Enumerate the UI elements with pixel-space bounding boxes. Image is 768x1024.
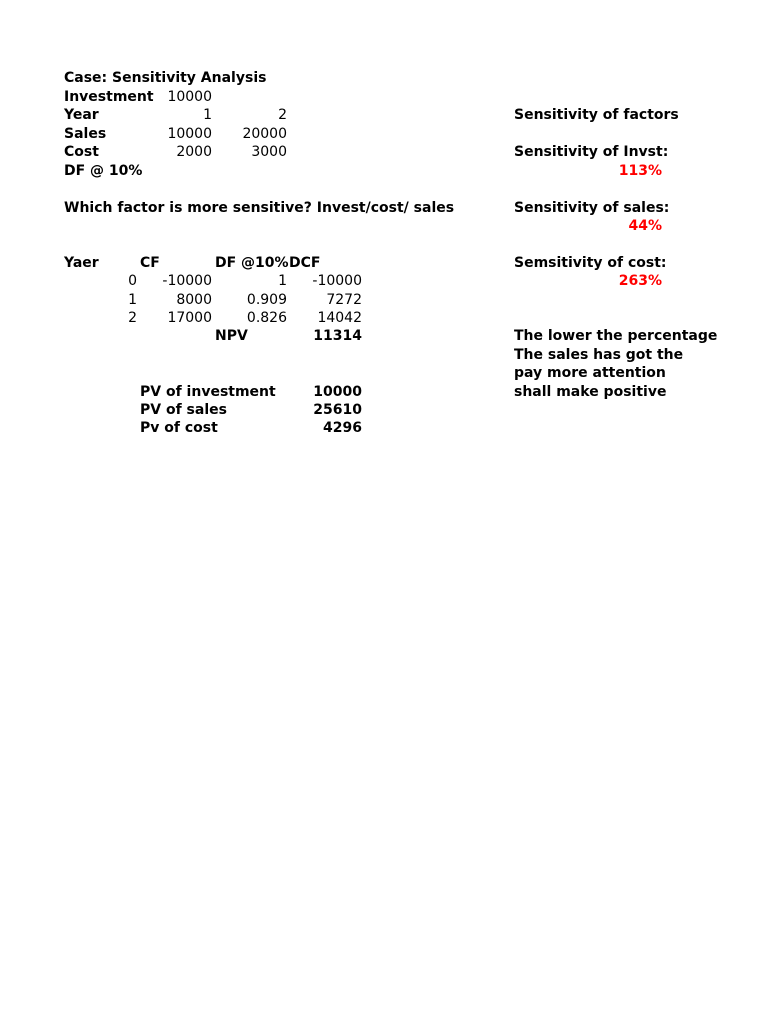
year-label: Year: [64, 107, 99, 123]
year-2: 2: [278, 107, 287, 123]
conclusion-line-4: shall make positive: [514, 384, 667, 400]
table-row-2-cf: 17000: [167, 310, 212, 326]
conclusion-line-2: The sales has got the: [514, 347, 684, 363]
pv-investment-value: 10000: [313, 384, 362, 400]
cost-year-1: 2000: [176, 144, 212, 160]
case-title: Case: Sensitivity Analysis: [64, 70, 267, 86]
table-row-0-dcf: -10000: [312, 273, 362, 289]
pv-investment-label: PV of investment: [140, 384, 276, 400]
sensitivity-sales-value: 44%: [628, 218, 662, 234]
pv-sales-label: PV of sales: [140, 402, 227, 418]
table-row-2-dcf: 14042: [317, 310, 362, 326]
table-row-2-df: 0.826: [246, 310, 287, 326]
npv-value: 11314: [313, 328, 362, 344]
dcf-header-dcf: DCF: [289, 255, 321, 271]
table-row-0-year: 0: [128, 273, 137, 289]
cost-year-2: 3000: [251, 144, 287, 160]
year-1: 1: [203, 107, 212, 123]
table-row-0-df: 1: [278, 273, 287, 289]
df-label: DF @ 10%: [64, 163, 143, 179]
dcf-header-year: Yaer: [64, 255, 99, 271]
table-row-1-df: 0.909: [246, 292, 287, 308]
question: Which factor is more sensitive? Invest/cost/ sales: [64, 200, 455, 216]
conclusion-line-1: The lower the percentage: [514, 328, 718, 344]
pv-sales-value: 25610: [313, 402, 362, 418]
sensitivity-heading: Sensitivity of factors: [514, 107, 679, 123]
table-row-1-cf: 8000: [176, 292, 212, 308]
table-row-1-year: 1: [128, 292, 137, 308]
npv-label: NPV: [215, 328, 248, 344]
table-row-1-dcf: 7272: [326, 292, 362, 308]
conclusion-line-3: pay more attention: [514, 365, 666, 381]
table-row-0-cf: -10000: [162, 273, 212, 289]
sensitivity-sales-label: Sensitivity of sales:: [514, 200, 670, 216]
sensitivity-cost-value: 263%: [618, 273, 662, 289]
pv-cost-label: Pv of cost: [140, 420, 218, 436]
investment-value: 10000: [167, 89, 212, 105]
sensitivity-cost-label: Semsitivity of cost:: [514, 255, 667, 271]
sales-label: Sales: [64, 126, 107, 142]
cost-label: Cost: [64, 144, 99, 160]
sales-year-1: 10000: [167, 126, 212, 142]
pv-cost-value: 4296: [323, 420, 362, 436]
table-row-2-year: 2: [128, 310, 137, 326]
sales-year-2: 20000: [242, 126, 287, 142]
dcf-header-cf: CF: [140, 255, 160, 271]
sensitivity-invest-label: Sensitivity of Invst:: [514, 144, 669, 160]
investment-label: Investment: [64, 89, 154, 105]
dcf-header-df: DF @10%: [215, 255, 289, 271]
sensitivity-invest-value: 113%: [618, 163, 662, 179]
